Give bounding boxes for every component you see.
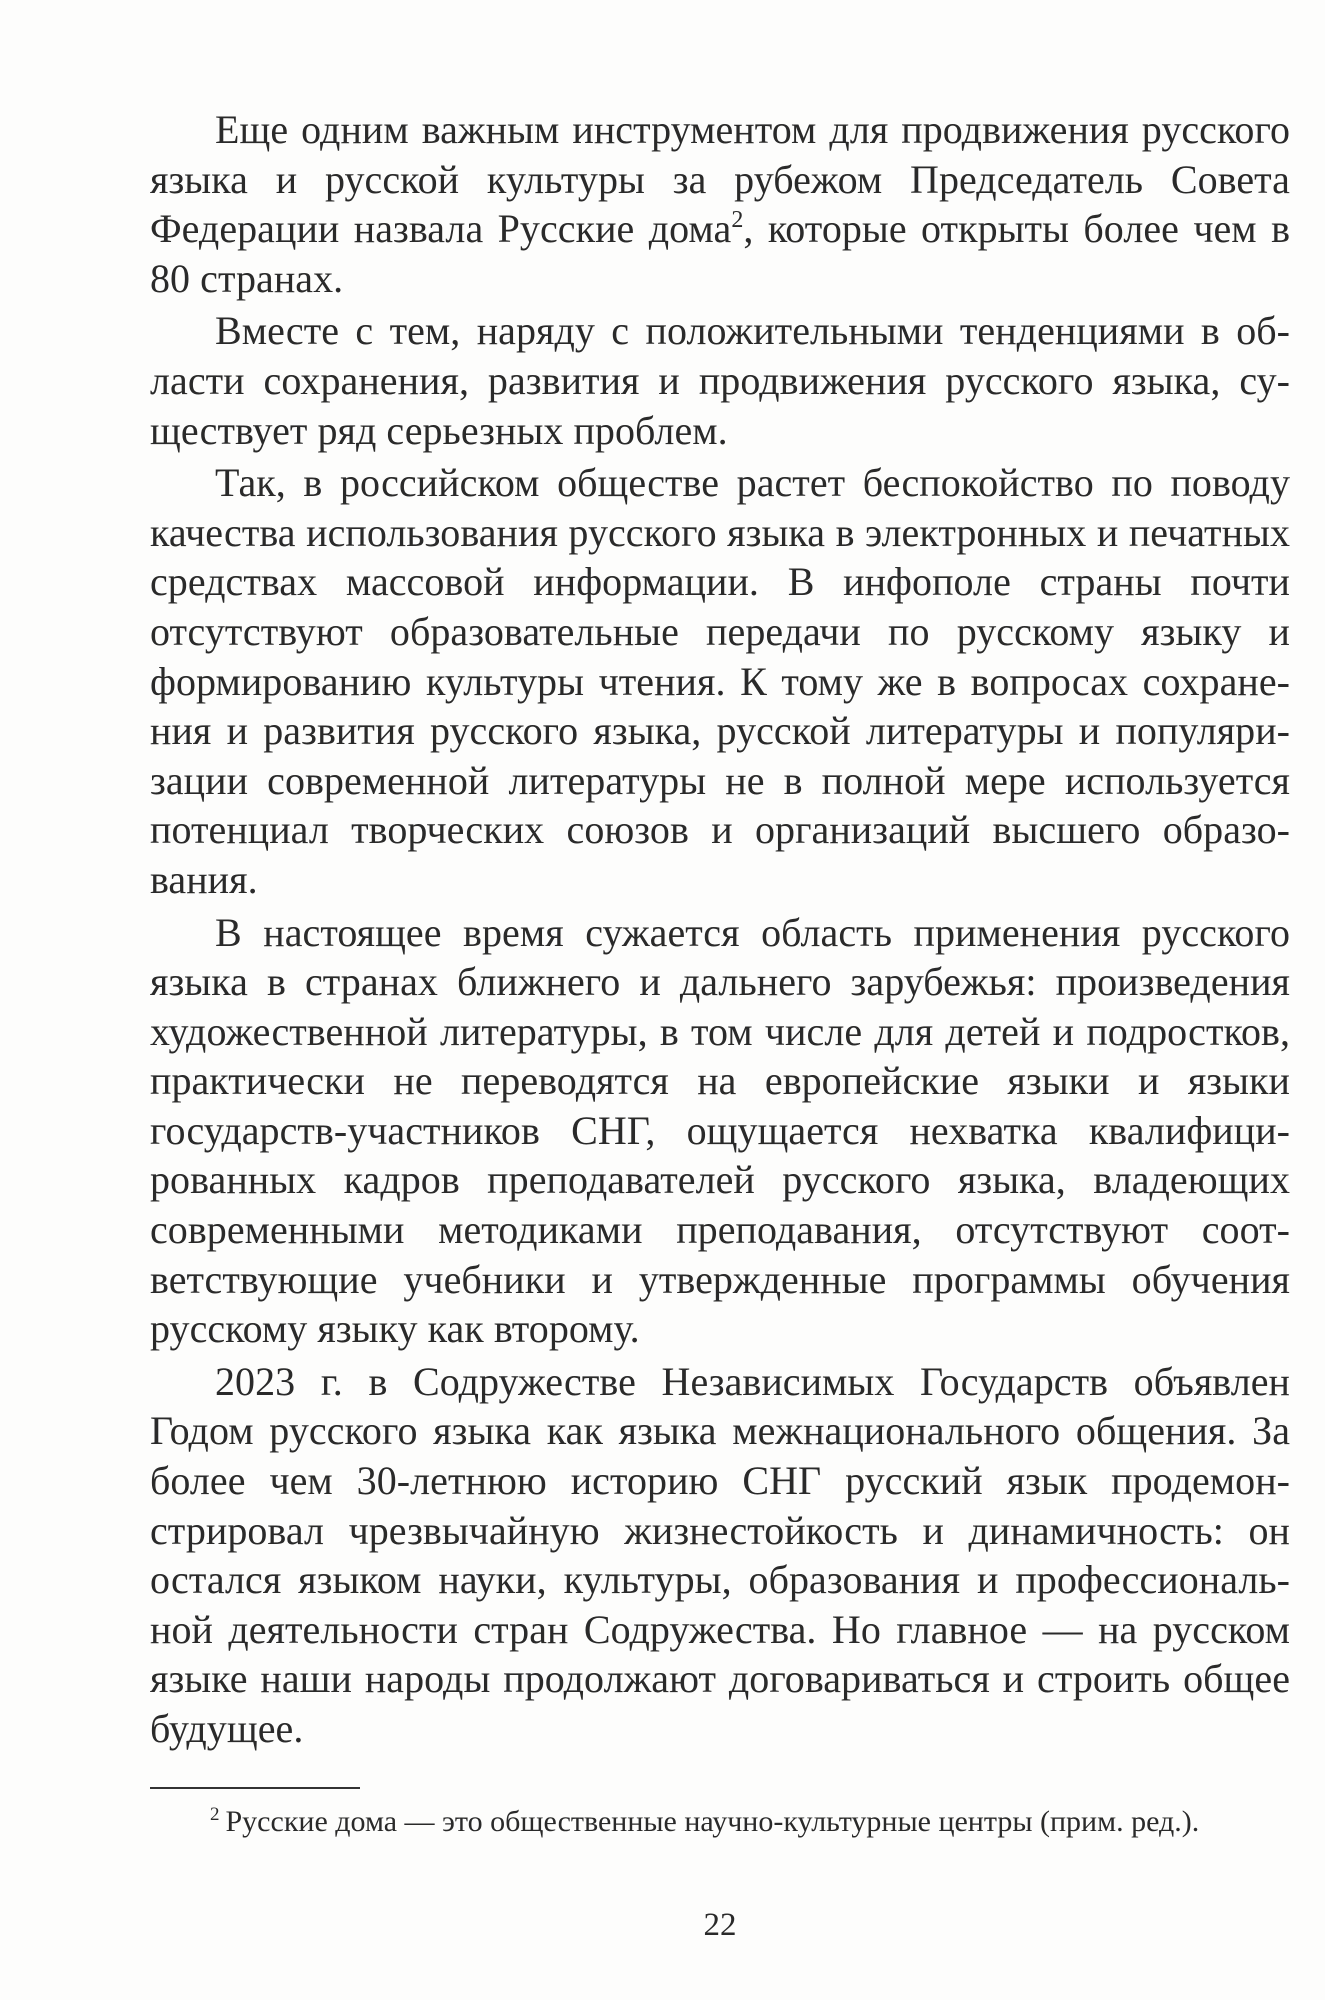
paragraph-text: , которые открыты более чем в 80 странах.	[150, 206, 1291, 301]
paragraph-text: Еще одним важным инструментом для продвижения русского языка и русской культуры за рубежом Председатель Совета Федерации назвала Русские дома	[150, 107, 1290, 252]
paragraph-problems: Вместе с тем, наряду с положительными тенденциями в области сохранения, развития и продвижения русского языка, существует ряд серьезных проблем.	[150, 308, 1290, 453]
page-number: 22	[703, 1907, 737, 1943]
paragraph-media-quality: Так, в российском обществе растет беспокойство по поводу качества использования русского языка в электронных и печатных средствах массовой информации. В инфополе страны почти отсутствуют образовательные передачи по русскому языку и формированию культуры чтения. К тому же в вопросах сохранения и развития русского языка, русской литературы и популяризации современной литературы не в полной мере используется потенциал творческих союзов и организаций высшего образования.	[150, 460, 1290, 902]
footnote-reference: 2	[731, 207, 744, 234]
paragraph-year-of-russian-language: 2023 г. в Содружестве Независимых Государств объявлен Годом русского языка как языка межнационального общения. За более чем 30-летнюю историю СНГ русский язык продемонстрировал чрезвычайную жизнестойкость и динамичность: он остался языком науки, культуры, образования и профессиональной деятельности стран Содружества. Но главное — на русском языке наши народы продолжают договариваться и строить общее будущее.	[150, 1358, 1290, 1751]
paragraph-language-scope: В настоящее время сужается область применения русского языка в странах ближнего и дальнего зарубежья: произведения художественной литературы, в том числе для детей и подростков, практически не переводятся на европейские языки и языки государств-участников СНГ, ощущается нехватка квалифицированных кадров преподавателей русского языка, владеющих современными методиками преподавания, отсутствуют соответствующие учебники и утвержденные программы обучения русскому языку как второму.	[150, 909, 1290, 1352]
footnote-text: Русские дома — это общественные научно-культурные центры (прим. ред.).	[225, 1805, 1200, 1838]
paragraph-russian-houses	[150, 105, 1290, 303]
footnote-marker: 2	[210, 1804, 220, 1825]
footnote-divider	[150, 1787, 360, 1789]
footnote	[150, 1800, 1290, 1844]
page-body	[150, 105, 1290, 1757]
